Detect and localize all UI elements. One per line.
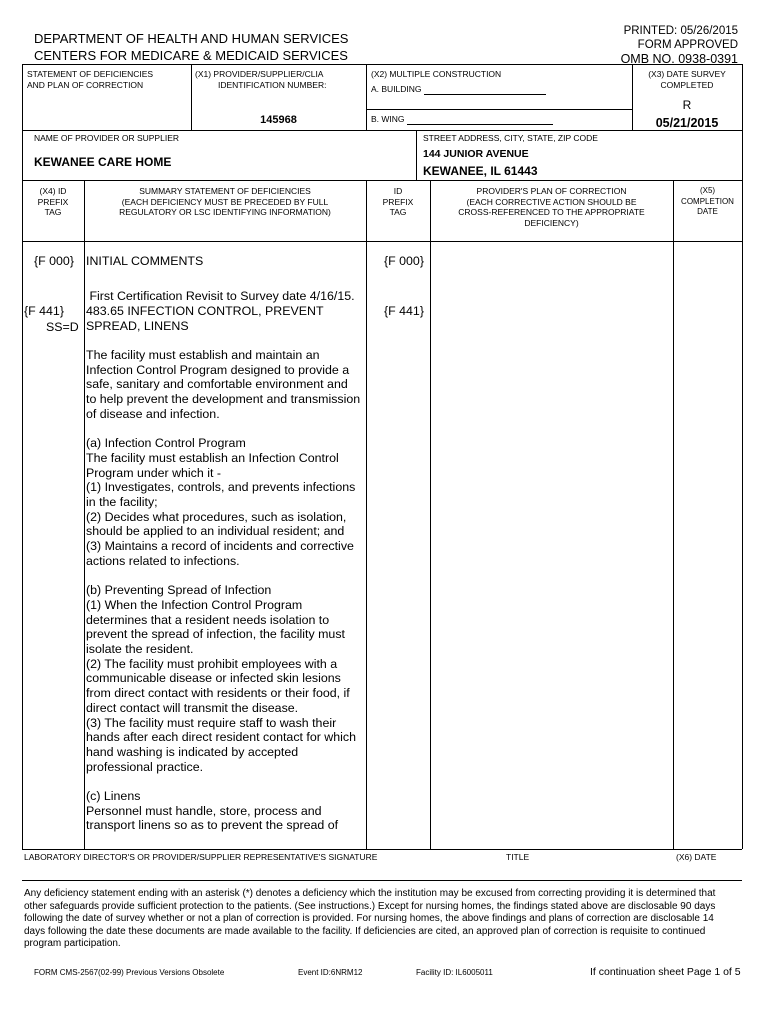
dept-line-2: CENTERS FOR MEDICARE & MEDICAID SERVICES: [34, 48, 348, 63]
divider-tag-right: [430, 180, 431, 849]
text-line: (c) Linens: [86, 789, 141, 804]
text-line: Personnel must handle, store, process and: [86, 803, 322, 818]
rule-signature-bottom: [22, 880, 742, 881]
text-line: in the facility;: [86, 495, 158, 510]
text-line: prevent the spread of infection, the facility must: [86, 627, 345, 642]
omb-number: OMB NO. 0938-0391: [620, 52, 738, 66]
revisit-note: First Certification Revisit to Survey date 4/16/15.: [86, 289, 355, 303]
text-line: from direct contact with residents or their food, if: [86, 686, 350, 701]
wing-row: [371, 114, 556, 125]
text-line: (b) Preventing Spread of Infection: [86, 583, 272, 598]
text-line: of disease and infection.: [86, 406, 220, 421]
provider-name: KEWANEE CARE HOME: [34, 155, 172, 169]
initial-comments-heading: INITIAL COMMENTS: [86, 254, 204, 268]
text-line: isolate the resident.: [86, 642, 194, 657]
plan-header: [430, 186, 673, 228]
regulation-paragraph: [86, 583, 366, 774]
statement-label-2: AND PLAN OF CORRECTION: [27, 79, 144, 90]
id-header: [366, 186, 430, 218]
disclaimer-line: other safeguards provide sufficient protection to the patients. (See instructions.) Except for nursing homes, the findings stated above are disclosable 90 days: [24, 900, 716, 912]
rule-provider-bottom: [22, 180, 742, 181]
tag-f000-right: {F 000}: [384, 254, 424, 268]
text-line: actions related to infections.: [86, 553, 240, 568]
x2-label: (X2) MULTIPLE CONSTRUCTION: [371, 69, 502, 79]
regulation-title-1: 483.65 INFECTION CONTROL, PREVENT: [86, 304, 324, 318]
building-label: A. BUILDING: [371, 84, 422, 94]
text-line: communicable disease or infected skin lesions: [86, 671, 341, 686]
x1-label: [195, 69, 326, 90]
text-line: (a) Infection Control Program: [86, 436, 246, 451]
x3-label-2: COMPLETED: [660, 79, 714, 90]
street-address: 144 JUNIOR AVENUE: [423, 148, 529, 160]
x3-label: [632, 69, 742, 90]
text-line: (1) Investigates, controls, and prevents infections: [86, 480, 356, 495]
text-line: (2) The facility must prohibit employees with a: [86, 656, 338, 671]
x1-label-1: (X1) PROVIDER/SUPPLIER/CLIA: [195, 69, 324, 79]
border-right: [742, 64, 743, 849]
summary-header-2: (EACH DEFICIENCY MUST BE PRECEDED BY FULL: [121, 196, 329, 207]
regulation-paragraph: [86, 348, 366, 422]
id-header-1: ID: [393, 186, 403, 196]
text-line: professional practice.: [86, 759, 204, 774]
text-line: transport linens so as to prevent the spread of: [86, 818, 339, 833]
survey-date: 05/21/2015: [655, 116, 719, 130]
id-header-2: PREFIX: [382, 196, 414, 207]
text-line: hands after each direct resident contact for which: [86, 730, 356, 745]
divider-tag-left: [84, 180, 85, 849]
regulation-paragraph: [86, 789, 366, 833]
regulation-title-2: SPREAD, LINENS: [86, 318, 189, 333]
plan-header-1: PROVIDER'S PLAN OF CORRECTION: [476, 186, 627, 196]
summary-header: [84, 186, 366, 218]
text-line: (3) The facility must require staff to wash their: [86, 715, 337, 730]
divider-summary: [366, 180, 367, 849]
text-line: The facility must establish an Infection Control: [86, 450, 339, 465]
form-number: FORM CMS-2567(02-99) Previous Versions Obsolete: [34, 968, 225, 977]
divider-plan: [673, 180, 674, 849]
signature-label: LABORATORY DIRECTOR'S OR PROVIDER/SUPPLIER REPRESENTATIVE'S SIGNATURE: [24, 852, 378, 862]
provider-id-number: 145968: [260, 114, 297, 126]
x4-header: [22, 186, 84, 218]
regulation-title: [86, 304, 324, 333]
severity-scope: SS=D: [46, 320, 79, 334]
x6-date-label: (X6) DATE: [676, 852, 717, 862]
survey-code: R: [682, 98, 692, 112]
x4-header-1: (X4) ID: [39, 186, 67, 196]
x5-header: [673, 186, 742, 218]
x3-label-1: (X3) DATE SURVEY: [648, 69, 726, 79]
plan-header-3: CROSS-REFERENCED TO THE APPROPRIATE: [458, 207, 645, 217]
city-state-zip: KEWANEE, IL 61443: [423, 164, 538, 178]
disclaimer-line: program participation.: [24, 938, 121, 949]
summary-header-3: REGULATORY OR LSC IDENTIFYING INFORMATION): [119, 207, 331, 217]
disclaimer-text: [24, 888, 742, 951]
divider-address: [416, 130, 417, 180]
regulation-paragraph: [86, 436, 366, 568]
summary-header-1: SUMMARY STATEMENT OF DEFICIENCIES: [139, 186, 311, 196]
x1-label-2: IDENTIFICATION NUMBER:: [218, 79, 327, 90]
title-label: TITLE: [506, 852, 530, 862]
tag-f000-left: {F 000}: [34, 254, 74, 268]
text-line: The facility must establish and maintain an: [86, 348, 320, 362]
x4-header-2: PREFIX: [37, 196, 69, 207]
building-blank: [424, 85, 546, 95]
x5-header-1: (X5): [699, 186, 716, 195]
text-line: direct contact will transmit the disease.: [86, 700, 299, 715]
text-line: (1) When the Infection Control Program: [86, 597, 303, 612]
disclaimer-line: days following the date these documents are made available to the facility. If deficiencies are cited, an approved plan of correction is requisite to continued: [24, 925, 706, 937]
border-left: [22, 64, 23, 849]
x4-header-3: TAG: [44, 207, 62, 217]
event-id: Event ID:6NRM12: [298, 968, 363, 977]
text-line: Infection Control Program designed to provide a: [86, 362, 350, 377]
statement-label-1: STATEMENT OF DEFICIENCIES: [27, 69, 154, 79]
wing-label: B. WING: [371, 114, 405, 124]
id-header-3: TAG: [389, 207, 407, 217]
header-right: [540, 24, 738, 66]
rule-body-bottom: [22, 849, 742, 850]
form-approved: FORM APPROVED: [637, 39, 738, 51]
rule-building-wing: [366, 109, 632, 110]
facility-id: Facility ID: IL6005011: [416, 968, 493, 977]
text-line: hand washing is indicated by accepted: [86, 744, 299, 759]
text-line: safe, sanitary and comfortable environment and: [86, 377, 348, 392]
address-label: STREET ADDRESS, CITY, STATE, ZIP CODE: [423, 133, 598, 143]
plan-header-2: (EACH CORRECTIVE ACTION SHOULD BE: [466, 196, 637, 207]
divider-x2: [366, 64, 367, 130]
printed-date: PRINTED: 05/26/2015: [623, 25, 738, 37]
plan-header-4: DEFICIENCY): [524, 217, 579, 228]
rule-columns-bottom: [22, 241, 742, 242]
statement-label: [27, 69, 153, 90]
rule-top-row-bottom: [22, 130, 742, 131]
x5-header-3: DATE: [697, 207, 718, 216]
tag-f441-left: {F 441}: [24, 304, 64, 318]
text-line: (3) Maintains a record of incidents and corrective: [86, 539, 354, 554]
text-line: (2) Decides what procedures, such as isolation,: [86, 509, 347, 524]
department-title: [34, 31, 348, 64]
disclaimer-line: Any deficiency statement ending with an asterisk (*) denotes a deficiency which the institution may be excused from correcting providing it is determined that: [24, 888, 716, 899]
building-row: [371, 84, 551, 95]
x5-header-2: COMPLETION: [681, 196, 734, 206]
tag-f441-right: {F 441}: [384, 304, 424, 318]
disclaimer-line: following the date of survey whether or not a plan of correction is provided. For nursing homes, the above findings and plans of correction are disclosable 14: [24, 913, 714, 924]
regulation-text: [86, 348, 366, 848]
provider-name-label: NAME OF PROVIDER OR SUPPLIER: [34, 133, 179, 143]
text-line: should be applied to an individual resident; and: [86, 524, 345, 539]
rule-top: [22, 64, 742, 65]
page-continuation: If continuation sheet Page 1 of 5: [590, 966, 741, 978]
wing-blank: [407, 115, 553, 125]
text-line: Program under which it -: [86, 465, 221, 480]
text-line: to help prevent the development and transmission: [86, 392, 361, 407]
text-line: determines that a resident needs isolation to: [86, 612, 330, 627]
dept-line-1: DEPARTMENT OF HEALTH AND HUMAN SERVICES: [34, 31, 349, 46]
